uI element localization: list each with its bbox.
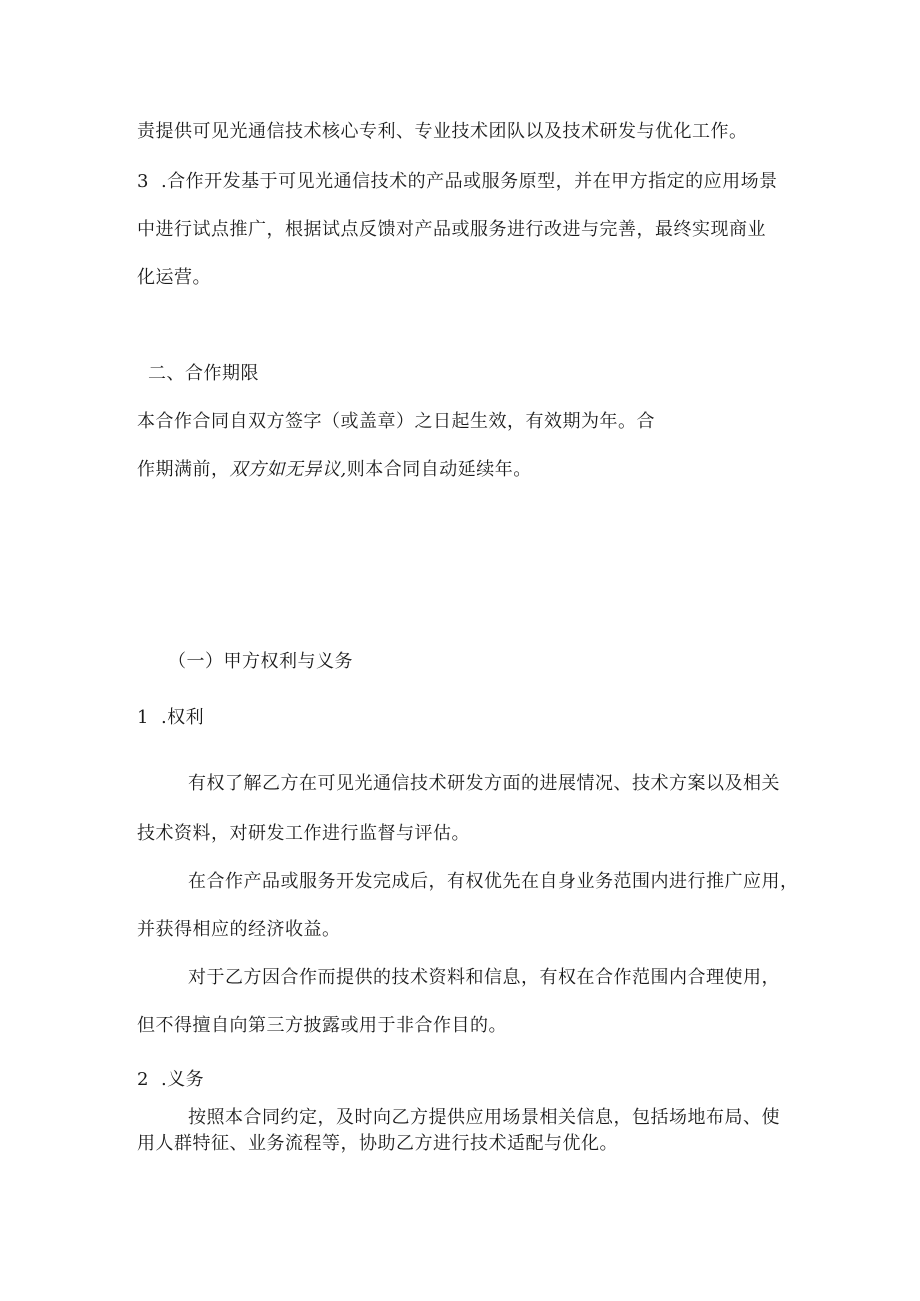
text-segment: 作期满前， — [137, 459, 230, 480]
paragraph-line: 并获得相应的经济收益。 — [137, 919, 341, 940]
subsection-title: （一）甲方权利与义务 — [168, 651, 353, 672]
paragraph-line: 用人群特征、业务流程等，协助乙方进行技术适配与优化。 — [137, 1133, 618, 1154]
list-text: .权利 — [160, 707, 205, 728]
paragraph-line: 有权了解乙方在可见光通信技术研发方面的进展情况、技术方案以及相关 — [188, 773, 780, 794]
paragraph-line: 但不得擅自向第三方披露或用于非合作目的。 — [137, 1015, 507, 1036]
paragraph-line: 责提供可见光通信技术核心专利、专业技术团队以及技术研发与优化工作。 — [137, 121, 748, 142]
text-segment: 则本合同自动延续年。 — [346, 459, 532, 480]
paragraph-line: 在合作产品或服务开发完成后，有权优先在自身业务范围内进行推广应用， — [188, 871, 799, 892]
paragraph-line: 技术资料，对研发工作进行监督与评估。 — [137, 823, 470, 844]
paragraph-line — [137, 458, 532, 482]
section-title: 二、合作期限 — [148, 363, 259, 384]
list-text: .合作开发基于可见光通信技术的产品或服务原型，并在甲方指定的应用场景 — [160, 171, 778, 192]
paragraph-line: 本合作合同自双方签字（或盖章）之日起生效，有效期为年。合 — [137, 411, 655, 432]
italic-text-segment: 双方如无异议, — [229, 459, 347, 480]
paragraph-line: 对于乙方因合作而提供的技术资料和信息，有权在合作范围内合理使用， — [188, 967, 780, 988]
paragraph-line: 中进行试点推广，根据试点反馈对产品或服务进行改进与完善，最终实现商业 — [137, 219, 766, 240]
list-number: 1 — [137, 707, 149, 728]
paragraph-line: 化运营。 — [137, 267, 211, 288]
list-number: 2 — [137, 1069, 149, 1090]
list-text: .义务 — [160, 1069, 205, 1090]
paragraph-line: 按照本合同约定，及时向乙方提供应用场景相关信息，包括场地布局、使 — [188, 1107, 780, 1128]
list-item-1 — [137, 706, 204, 730]
list-item-3 — [137, 170, 778, 194]
list-item-2 — [137, 1068, 204, 1092]
list-number: 3 — [137, 171, 149, 192]
